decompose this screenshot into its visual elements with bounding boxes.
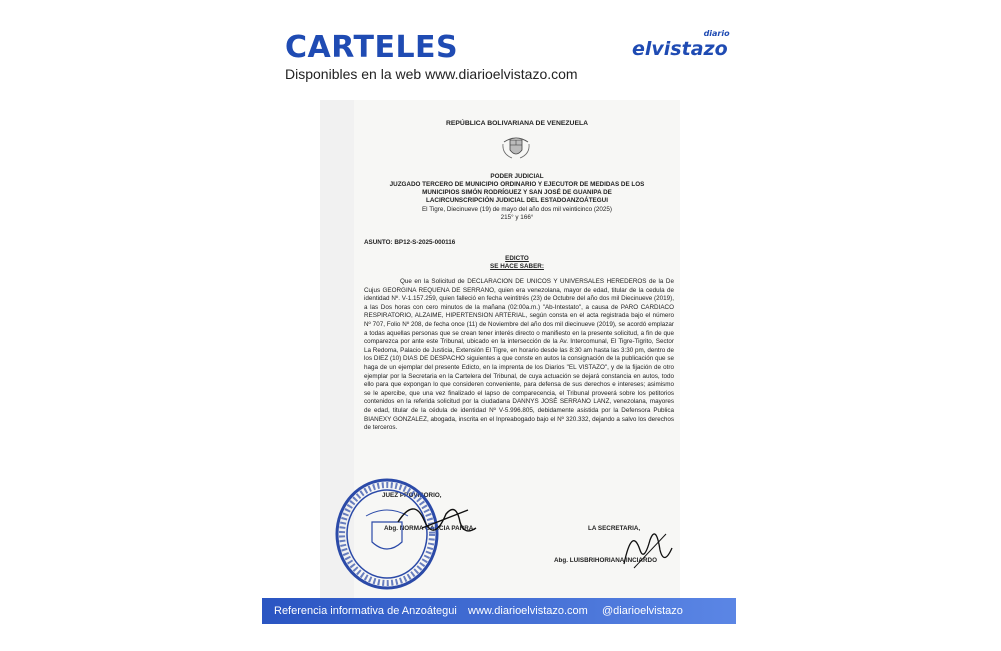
edict-body <box>364 278 674 433</box>
brand-logo <box>632 29 730 60</box>
footer-bar <box>262 598 736 624</box>
scan-margin-right <box>678 100 736 598</box>
footer-reference: Referencia informativa de Anzoátegui <box>274 605 457 617</box>
brand-name: elvistazo <box>632 38 728 60</box>
secretary-name: Abg. LUISBRIHORIANA INCIARDO <box>554 557 657 564</box>
header-title: CARTELES <box>285 30 459 65</box>
edict-paragraph: Que en la Solicitud de DECLARACION DE UNICOS Y UNIVERSALES HEREDEROS de la De Cujus GEORGINA REQUENA DE SERRANO, quien era venezolana, mayor de edad, titular de la cedula de identidad Nº. V-1.157.259, quien falleció en fecha veintitrés (23) de Octubre del año dos mil Diecinueve (2019), a las Dos horas con cero minutos de la mañana (02:00a.m.) "Ab-Intestato", a causa de PARO CARDIACO RESPIRATORIO, ALZAIME, HIPERTENSION ARTERIAL, según consta en el acta registrada bajo el número Nº 707, Folio Nº 208, de fecha once (11) de Noviembre del año dos mil diecinueve (2019), se acordó emplazar a todas aquellas personas que se crean tener interés directo o manifiesto en la presente solicitud, a fin de que comparezca por ante este Tribunal, ubicado en la intersección de la Av. Intercomunal, El Tigre-Tigrito, Sector La Redoma, Palacio de Justicia, Extensión El Tigre, en horario desde las 8:30 am hasta las 3:30 pm, dentro de los DIEZ (10) DIAS DE DESPACHO siguientes a que conste en autos la consignación de la publicación que se haga de un ejemplar del presente Edicto, en la imprenta de los Diarios "EL VISTAZO", y de la fijación de otro ejemplar por la Secretaria en la Cartelera del Tribunal, de cuya actuación se dejará constancia en autos, todo ello para que expongan lo que consideren conveniente, para defensa de sus derechos e intereses; asimismo se le apercibe, que una vez finalizado el lapso de comparecencia, el Tribunal proveerá sobre los petitorios contenidos en la referida solicitud por la ciudadana DANNYS JOSÉ SERRANO LANZ, venezolana, mayores de edad, titular de la cédula de identidad Nº V-5.996.805, debidamente asistida por la Defensora Publica BIANEXY GONZALEZ, abogada, inscrita en el Inpreabogado bajo el Nº 320.332, dejando a salvo los derechos de terceros. <box>364 278 674 432</box>
court-line-4: LACIRCUNSCRIPCIÓN JUDICIAL DEL ESTADOANZOÁTEGUI <box>426 197 608 204</box>
years-line: 215° y 166° <box>500 214 534 221</box>
edicto-title: EDICTO <box>505 255 529 262</box>
se-hace-saber: SE HACE SABER: <box>490 263 544 270</box>
brand-tag: diario <box>703 29 730 38</box>
secretary-signature <box>616 520 676 570</box>
secretary-role: LA SECRETARIA, <box>588 525 641 532</box>
header-subtitle: Disponibles en la web www.diarioelvistazo.com <box>285 66 578 82</box>
coat-of-arms-icon <box>498 132 534 162</box>
date-line: El Tigre, Diecinueve (19) de mayo del año dos mil veinticinco (2025) <box>421 206 613 213</box>
judge-name: Abg. NORMA GARCIA PARRA. <box>384 525 476 532</box>
republic-heading: REPÚBLICA BOLIVARIANA DE VENEZUELA <box>445 120 589 127</box>
case-number: ASUNTO: BP12-S-2025-000116 <box>364 239 456 246</box>
footer-website[interactable]: www.diarioelvistazo.com <box>468 605 588 617</box>
court-line-2: JUZGADO TERCERO DE MUNICIPIO ORDINARIO Y EJECUTOR DE MEDIDAS DE LOS <box>389 181 645 188</box>
document-page <box>354 100 680 598</box>
judge-role: JUEZ PROVISORIO, <box>382 492 442 499</box>
court-line-3: MUNICIPIOS SIMÓN RODRÍGUEZ Y SAN JOSÉ DE GUANIPA DE <box>422 189 612 196</box>
scan-margin-left <box>262 100 320 598</box>
court-line-1: PODER JUDICIAL <box>490 173 544 180</box>
footer-handle[interactable]: @diarioelvistazo <box>602 605 683 617</box>
document-scan <box>262 100 736 598</box>
judge-signature <box>394 492 484 542</box>
